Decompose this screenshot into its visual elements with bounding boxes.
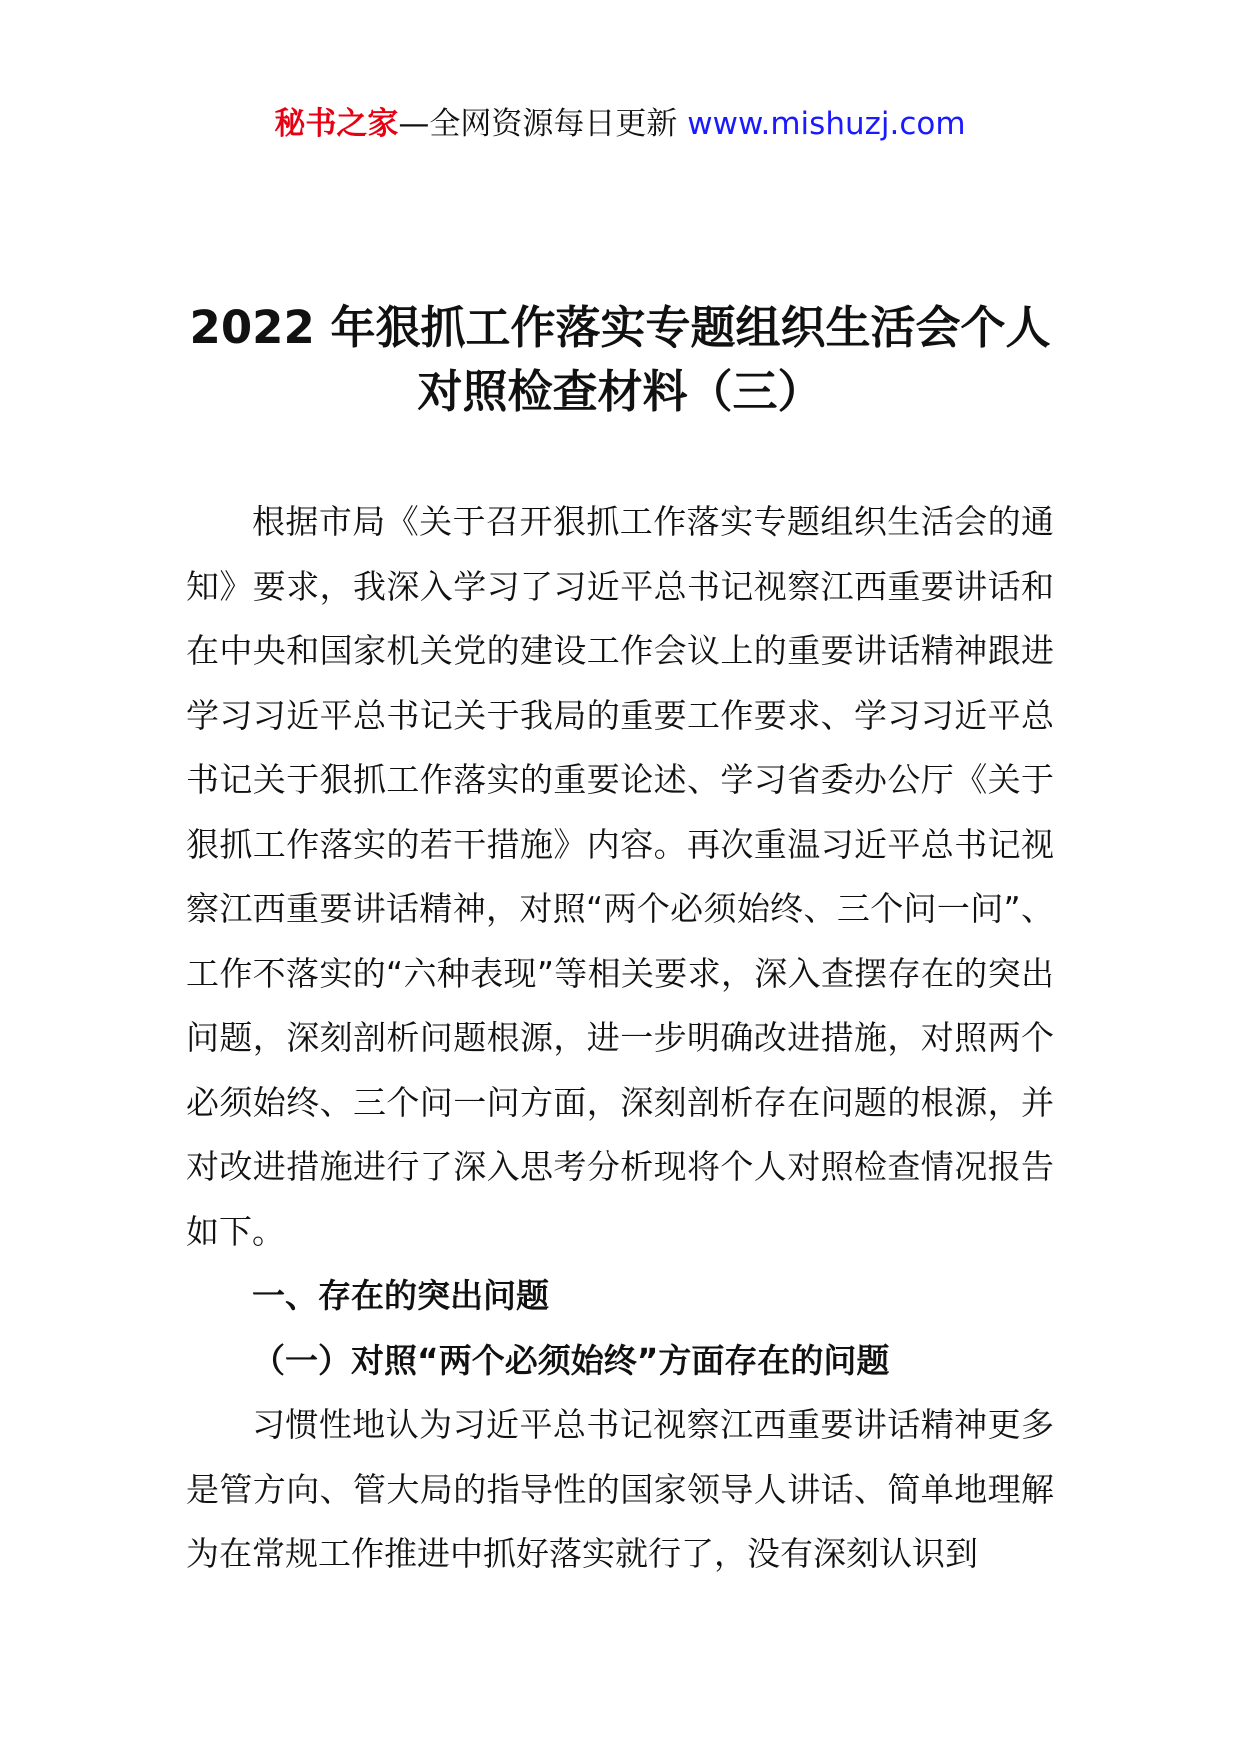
intro-paragraph: 根据市局《关于召开狠抓工作落实专题组织生活会的通知》要求，我深入学习了习近平总书记视察江西重要讲话和在中央和国家机关党的建设工作会议上的重要讲话精神跟进学习习近平总书记关于我局的重要工作要求、学习习近平总书记关于狠抓工作落实的重要论述、学习省委办公厅《关于狠抓工作落实的若干措施》内容。再次重温习近平总书记视察江西重要讲话精神，对照“两个必须始终、三个问一问”、工作不落实的“六种表现”等相关要求，深入查摆存在的突出问题，深刻剖析问题根源，进一步明确改进措施，对照两个必须始终、三个问一问方面，深刻剖析存在问题的根源，并对改进措施进行了深入思考分析现将个人对照检查情况报告如下。	[186, 502, 1054, 1251]
title-line-2: 对照检查材料（三）	[417, 365, 823, 418]
site-brand: 秘书之家	[274, 106, 399, 142]
document-body	[186, 490, 1054, 1587]
site-slogan: —全网资源每日更新	[398, 106, 688, 142]
document-title	[0, 296, 1240, 424]
subsection-heading: （一）对照“两个必须始终”方面存在的问题	[252, 1340, 890, 1380]
section-heading: 一、存在的突出问题	[252, 1276, 549, 1315]
title-line-1: 2022 年狠抓工作落实专题组织生活会个人	[189, 301, 1051, 354]
site-header	[0, 104, 1240, 144]
site-url-link[interactable]: www.mishuzj.com	[687, 106, 966, 142]
body-paragraph: 习惯性地认为习近平总书记视察江西重要讲话精神更多是管方向、管大局的指导性的国家领导人讲话、简单地理解为在常规工作推进中抓好落实就行了，没有深刻认识到	[186, 1405, 1054, 1573]
